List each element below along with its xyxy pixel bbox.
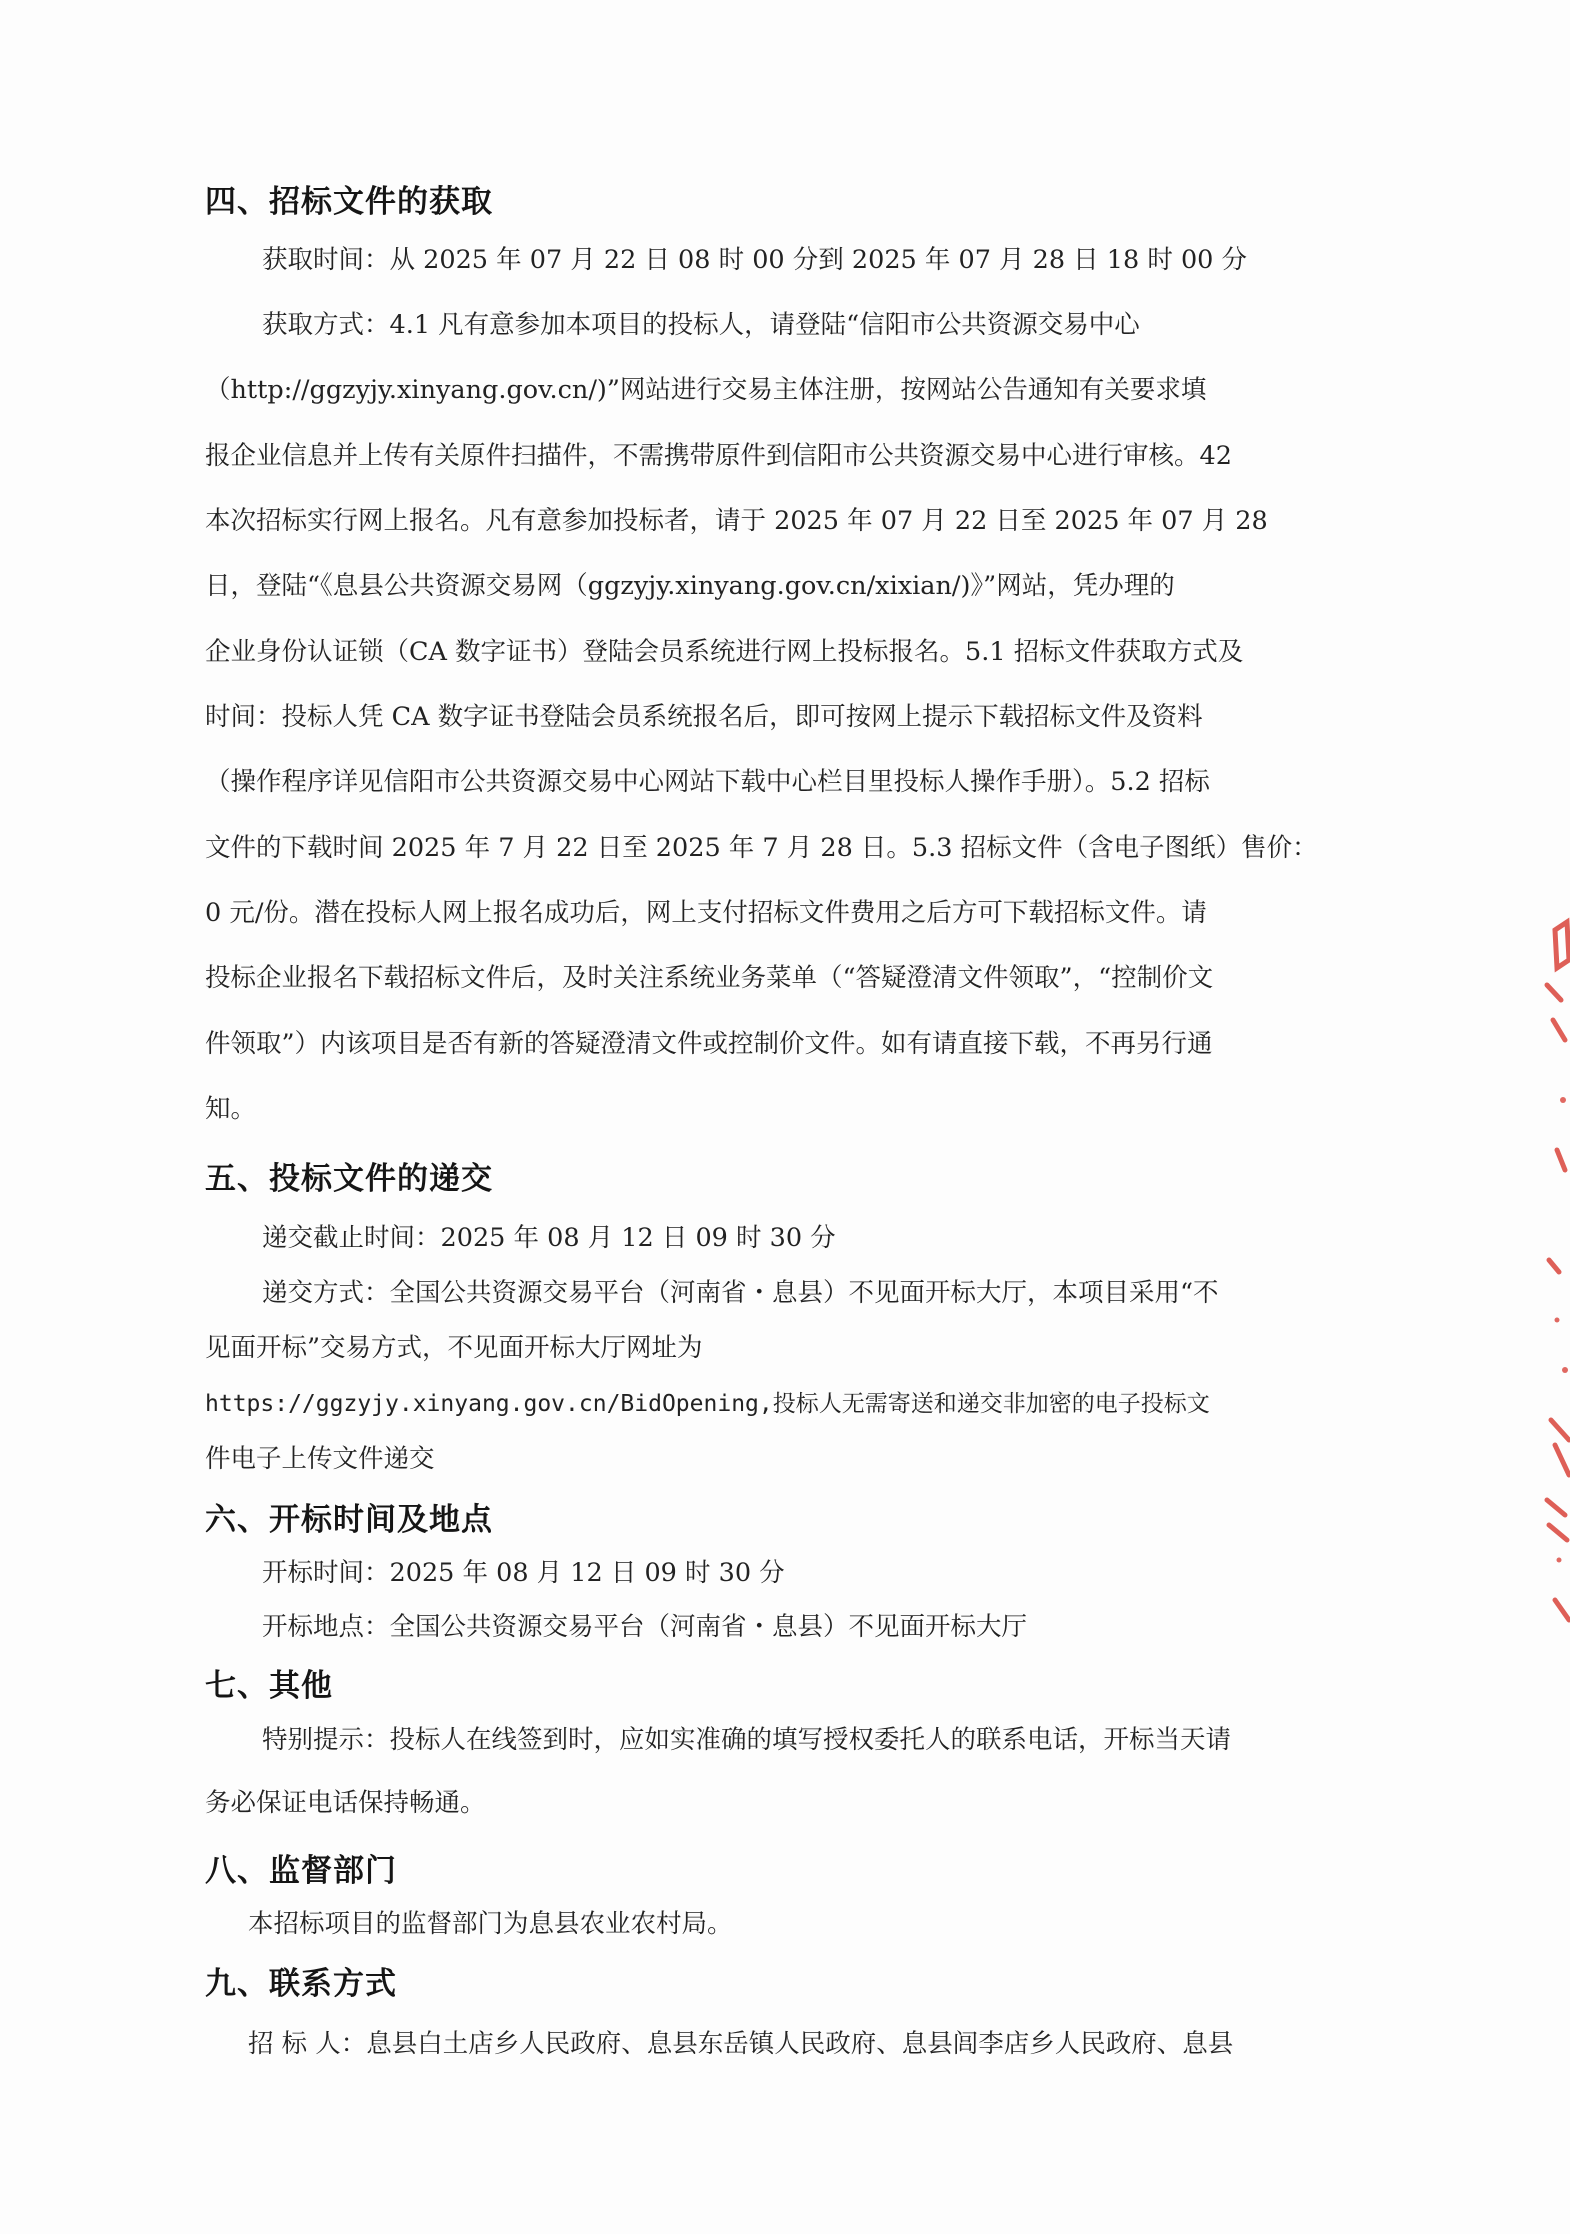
section-4-line-8: 文件的下载时间 2025 年 7 月 22 日至 2025 年 7 月 28 日。5.3 招标文件（含电子图纸）售价： [205,833,1318,863]
tenderer-value: 息县白土店乡人民政府、息县东岳镇人民政府、息县闾李店乡人民政府、息县 [366,2029,1234,2059]
section-5-line-2: https://ggzyjy.xinyang.gov.cn/BidOpening,投标人无需寄送和递交非加密的电子投标文 [205,1391,1210,1417]
section-8-text: 本招标项目的监督部门为息县农业农村局。 [248,1909,733,1939]
section-4-line-4: 日，登陆“《息县公共资源交易网（ggzyjy.xinyang.gov.cn/xixian/)》”网站，凭办理的 [205,571,1175,601]
submit-method-label: 递交方式： [262,1278,390,1308]
section-4-line-7: （操作程序详见信阳市公共资源交易中心网站下载中心栏目里投标人操作手册）。5.2 招标 [205,767,1210,797]
section-4-line-3: 本次招标实行网上报名。凡有意参加投标者，请于 2025 年 07 月 22 日至 2025 年 07 月 28 [205,506,1268,536]
section-4-time [262,242,1355,278]
section-4-line-5: 企业身份认证锁（CA 数字证书）登陆会员系统进行网上投标报名。5.1 招标文件获取方式及 [205,637,1244,667]
section-4-line-9: 0 元/份。潜在投标人网上报名成功后，网上支付招标文件费用之后方可下载招标文件。请 [205,898,1207,928]
time-value: 从 2025 年 07 月 22 日 08 时 00 分到 2025 年 07 月 28 日 18 时 00 分 [389,245,1248,275]
section-5-line-1: 见面开标”交易方式，不见面开标大厅网址为 [205,1333,703,1363]
section-5-heading: 五、投标文件的递交 [205,1161,493,1197]
tip-label: 特别提示： [262,1725,390,1755]
section-7-heading: 七、其他 [205,1668,333,1704]
open-place-label: 开标地点： [262,1612,390,1642]
section-4-line-1: （http://ggzyjy.xinyang.gov.cn/)”网站进行交易主体注册，按网站公告通知有关要求填 [205,375,1207,405]
section-4-line-2: 报企业信息并上传有关原件扫描件，不需携带原件到信阳市公共资源交易中心进行审核。42 [205,441,1232,471]
section-5-deadline [262,1220,1355,1256]
section-5-method-line-0: 递交方式：全国公共资源交易平台（河南省・息县）不见面开标大厅，本项目采用“不 [262,1278,1219,1308]
section-6-heading: 六、开标时间及地点 [205,1502,493,1538]
section-4-method-line-0: 获取方式：4.1 凡有意参加本项目的投标人，请登陆“信阳市公共资源交易中心 [262,310,1140,340]
deadline-value: 2025 年 08 月 12 日 09 时 30 分 [440,1223,836,1253]
deadline-label: 递交截止时间： [262,1223,441,1253]
time-label: 获取时间： [262,245,390,275]
section-4-line-6: 时间：投标人凭 CA 数字证书登陆会员系统报名后，即可按网上提示下载招标文件及资料 [205,702,1203,732]
method-label: 获取方式： [262,310,390,340]
section-6-place [262,1609,1355,1645]
section-4-line-11: 件领取”）内该项目是否有新的答疑澄清文件或控制价文件。如有请直接下载，不再另行通 [205,1029,1213,1059]
section-9-tenderer [248,2026,1398,2062]
tenderer-label: 招 标 人： [248,2029,367,2059]
open-time-label: 开标时间： [262,1558,390,1588]
section-9-heading: 九、联系方式 [205,1966,397,2002]
section-7-line-0: 特别提示：投标人在线签到时，应如实准确的填写授权委托人的联系电话，开标当天请 [262,1725,1232,1755]
section-7-line-1: 务必保证电话保持畅通。 [205,1788,486,1818]
open-place-value: 全国公共资源交易平台（河南省・息县）不见面开标大厅 [389,1612,1028,1642]
section-5-line-3: 件电子上传文件递交 [205,1444,435,1474]
section-4-line-10: 投标企业报名下载招标文件后，及时关注系统业务菜单（“答疑澄清文件领取”，“控制价文 [205,963,1214,993]
section-4-line-12: 知。 [205,1094,257,1124]
open-time-value: 2025 年 08 月 12 日 09 时 30 分 [389,1558,785,1588]
section-8-heading: 八、监督部门 [205,1853,397,1889]
section-4-heading: 四、招标文件的获取 [205,184,493,220]
section-6-time [262,1555,1355,1591]
red-seal-edge-icon [1535,900,1570,1640]
